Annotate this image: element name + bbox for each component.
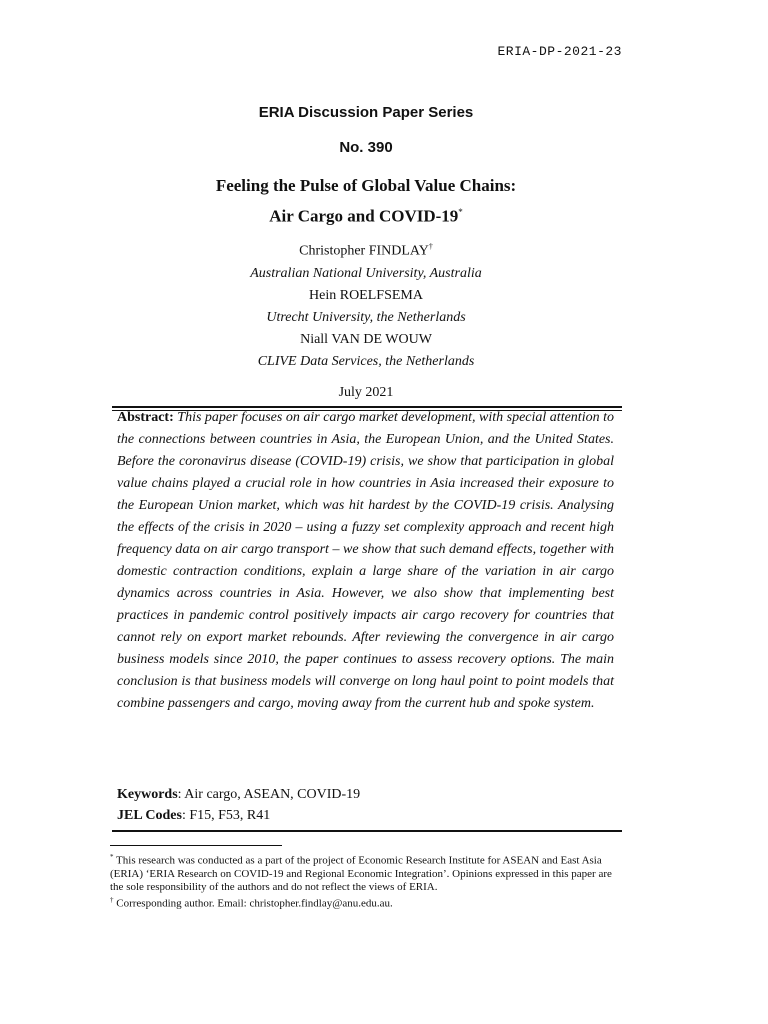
abstract-bottom-rule [112,830,622,832]
author-affiliation: Australian National University, Australia [250,265,482,281]
author-name: Christopher FINDLAY† [299,242,433,259]
abstract [117,407,614,715]
footnote-1: * This research was conducted as a part of the project of Economic Research Institute for ASEAN and East Asia (ERIA) ‘ERIA Research on COVID-19 and Regional Economic Integration’. Opinions expressed in this paper are the sole responsibility of the authors and do not reflect the views of ERIA. [110,853,612,893]
document-id: ERIA-DP-2021-23 [497,44,622,59]
author-list [0,236,732,373]
author-affiliation: Utrecht University, the Netherlands [266,309,466,325]
footnote-separator [110,845,282,846]
publication-date: July 2021 [338,385,394,400]
footnote-2: † Corresponding author. Email: christopher.findlay@anu.edu.au. [110,895,393,910]
author-name: Hein ROELFSEMA [309,287,423,303]
paper-title [0,172,732,230]
author-affiliation: CLIVE Data Services, the Netherlands [257,353,475,369]
title-line-1: Feeling the Pulse of Global Value Chains: [215,176,517,195]
series-title: ERIA Discussion Paper Series [258,104,474,121]
paper-number: No. 390 [339,139,393,156]
title-line-2: Air Cargo and COVID-19* [269,206,463,226]
author-name: Niall VAN DE WOUW [300,331,432,347]
keywords: Keywords: Air cargo, ASEAN, COVID-19 [117,787,361,802]
footnotes [110,851,622,910]
abstract-text: This paper focuses on air cargo market development, with special attention to the connections between countries in Asia, the European Union, and the United States. Before the coronavirus disease (COVID-19) crisis, we show that participation in global value chains played a crucial role in how countries in Asia increased their exposure to the European Union market, which was hit hardest by the COVID-19 crisis. Analysing the effects of the crisis in 2020 – using a fuzzy set complexity approach and recent high frequency data on air cargo transport – we show that such demand effects, together with domestic contraction conditions, explain a large share of the variation in air cargo dynamics across countries in Asia. However, we also show that implementing best practices in pandemic control positively impacts air cargo recovery for countries that cannot rely on export market rebounds. After reviewing the convergence in air cargo business models since 2010, the paper continues to assess recovery options. The main conclusion is that business models will converge on long haul point to point models that combine passengers and cargo, moving away from the current hub and spoke system. [117,410,614,711]
abstract-label: Abstract: [117,410,174,425]
jel-codes: JEL Codes: F15, F53, R41 [117,808,271,823]
